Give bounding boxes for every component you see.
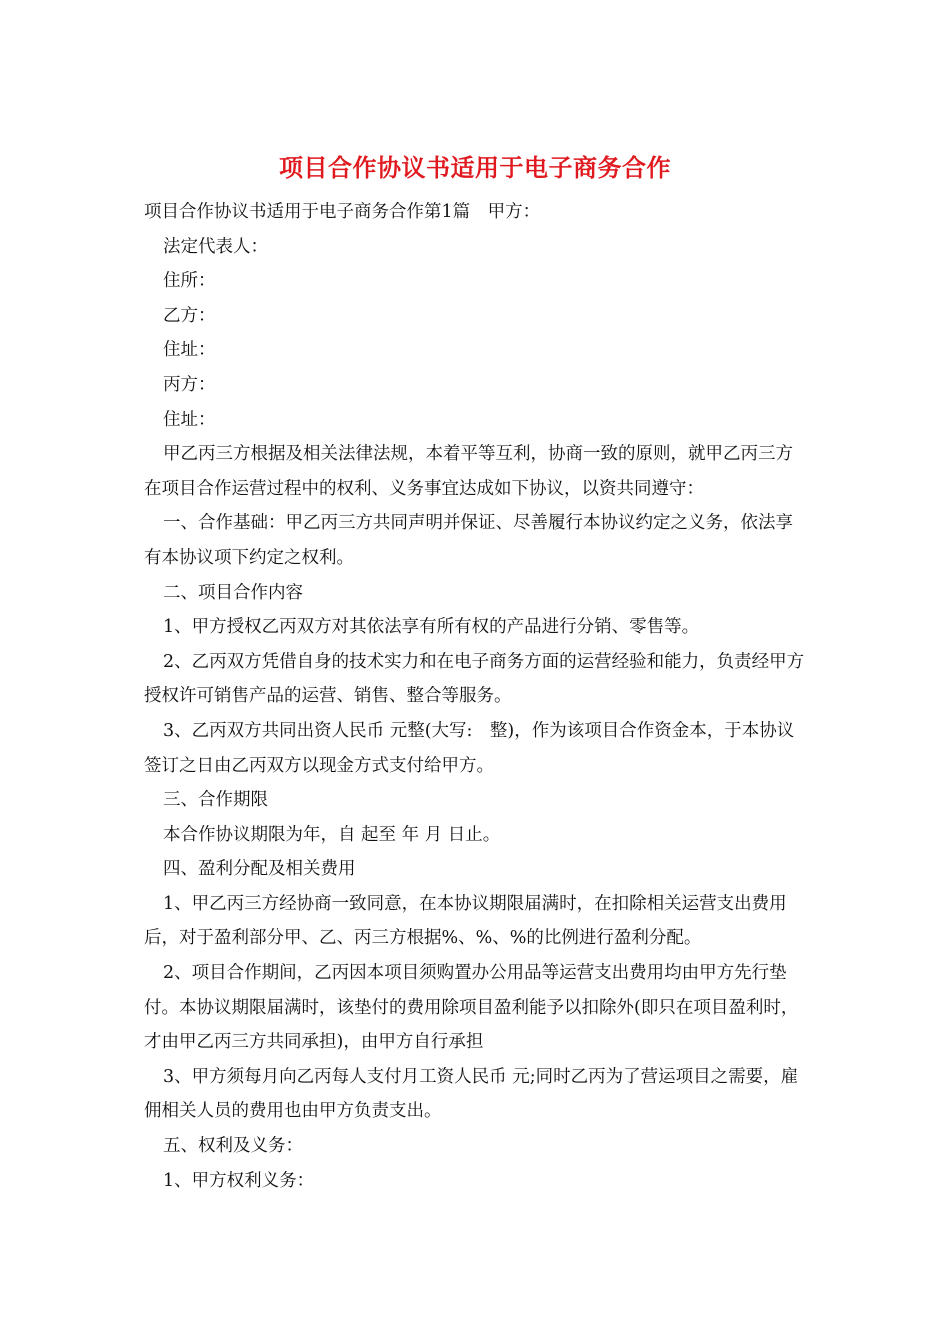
paragraph-profit-1: 1、甲乙丙三方经协商一致同意，在本协议期限届满时，在扣除相关运营支出费用后，对于盈利部分甲、乙、丙三方根据%、%、%的比例进行盈利分配。	[144, 893, 787, 949]
paragraph-content-2: 2、乙丙双方凭借自身的技术实力和在电子商务方面的运营经验和能力，负责经甲方授权许可销售产品的运营、销售、整合等服务。	[144, 651, 805, 707]
paragraph-address-c: 住址：	[163, 409, 216, 430]
paragraph-profit-2: 2、项目合作期间，乙丙因本项目须购置办公用品等运营支出费用均由甲方先行垫付。本协议期限届满时，该垫付的费用除项目盈利能予以扣除外(即只在项目盈利时，才由甲乙丙三方共同承担)，由甲方自行承担	[144, 963, 799, 1053]
section-heading-content: 二、项目合作内容	[163, 582, 303, 603]
document-title: 项目合作协议书适用于电子商务合作	[279, 153, 671, 182]
paragraph-content-3: 3、乙丙双方共同出资人民币 元整(大写: 整)，作为该项目合作资金本，于本协议签订之日由乙丙双方以现金方式支付给甲方。	[144, 720, 795, 776]
section-heading-rights: 五、权利及义务：	[163, 1136, 303, 1157]
paragraph-party-a: 项目合作协议书适用于电子商务合作第1篇 甲方：	[144, 202, 541, 222]
paragraph-profit-3: 3、甲方须每月向乙丙每人支付月工资人民币 元;同时乙丙为了营运项目之需要，雇佣相关人员的费用也由甲方负责支出。	[144, 1066, 799, 1122]
paragraph-cooperation-basis: 一、合作基础：甲乙丙三方共同声明并保证、尽善履行本协议约定之义务，依法享有本协议项下约定之权利。	[144, 513, 793, 568]
section-heading-profit: 四、盈利分配及相关费用	[163, 859, 356, 880]
paragraph-preamble: 甲乙丙三方根据及相关法律法规，本着平等互利，协商一致的原则，就甲乙丙三方在项目合作运营过程中的权利、义务事宜达成如下协议，以资共同遵守：	[144, 444, 793, 499]
paragraph-address-b: 住址：	[163, 340, 216, 361]
paragraph-content-1: 1、甲方授权乙丙双方对其依法享有所有权的产品进行分销、零售等。	[163, 617, 700, 638]
document-body	[144, 195, 808, 1198]
paragraph-residence: 住所：	[163, 271, 216, 292]
paragraph-legal-representative: 法定代表人：	[163, 236, 268, 257]
paragraph-party-b: 乙方：	[163, 305, 216, 326]
section-heading-term: 三、合作期限	[163, 790, 268, 811]
paragraph-term: 本合作协议期限为年，自 起至 年 月 日止。	[163, 824, 501, 845]
paragraph-party-c: 丙方：	[163, 374, 216, 395]
paragraph-rights-1: 1、甲方权利义务：	[163, 1170, 315, 1191]
